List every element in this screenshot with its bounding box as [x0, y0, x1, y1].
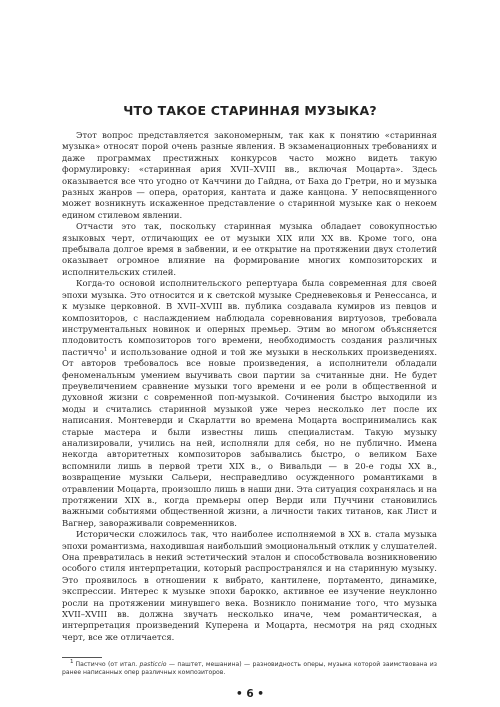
paragraph-1: Этот вопрос представляется закономерным, так как к понятию «старинная музыка» относят порой очень разные явления. В экзаменационных требованиях и даже программах престижных конкурсов часто можно видеть такую формулировку: «старинная ария XVII–XVIII вв., включая Моцарта». Здесь оказывается все что угодно от Каччини до Гайдна, от Баха до Гретри, но и музыка разных жанров — опера, оратория, кантата и даже канцона. У непосвященного может возникнуть искаженное представление о старинной музыке как о некоем едином стилевом явлении.: [62, 130, 437, 220]
footnote-reference: 1: [103, 346, 108, 353]
footnote-term: pasticcio: [139, 661, 167, 668]
paragraph-3: [62, 278, 437, 529]
footnote-divider: [62, 657, 102, 658]
paragraph-3-part-1: Когда-то основой исполнительского репертуара была современная для своей эпохи музыка. Это относится и к светской музыке Средневековья и Ренессанса, и к музыке церковной. В XVII–XVIII вв. публика создавала кумиров из певцов и композиторов, с наслаждением наблюдала соревнования виртуозов, требовала инструментальных новинок и оперных премьер. Этим во многом объясняется плодовитость композиторов того времени, необходимость создания различных пастиччо: [62, 278, 437, 357]
chapter-title: ЧТО ТАКОЕ СТАРИННАЯ МУЗЫКА?: [123, 103, 377, 118]
paragraph-3-part-2: и использование одной и той же музыки в нескольких произведениях. От авторов требовалось все новые произведения, а исполнители обладали феноменальным умением выучивать свои партии за считанные дни. Не будет преувеличением сравнение музыки того времени и ее роли в общественной и духовной жизни с современной поп-музыкой. Сочинения быстро выходили из моды и считались старинной музыкой уже через несколько лет после их написания. Монтеверди и Скарлатти во времена Моцарта воспринимались как старые мастера и были известны лишь специалистам. Такую музыку анализировали, учились на ней, исполняли для себя, но не публично. Имена некогда авторитетных композиторов забывались быстро, о великом Бахе вспомнили лишь в первой трети XIX в., о Вивальди — в 20-е годы XX в., возвращение музыки Сальери, несправедливо осужденного романтиками в отравлении Моцарта, произошло лишь в наши дни. Эта ситуация сохранялась и на протяжении XIX в., когда премьеры опер Верди или Пуччини становились важными событиями общественной жизни, а личности таких титанов, как Лист и Вагнер, завораживали современников.: [62, 346, 437, 528]
footnote-number: 1: [70, 658, 74, 665]
body-text: [62, 130, 437, 643]
paragraph-2: Отчасти это так, поскольку старинная музыка обладает совокупностью языковых черт, отличающих ее от музыки XIX или XX вв. Кроме того, она пребывала долгое время в забвении, и ее открытие на протяжении двух столетий оказывает огромное влияние на формирование многих композиторских и исполнительских стилей.: [62, 221, 437, 277]
paragraph-4: Исторически сложилось так, что наиболее исполняемой в XX в. стала музыка эпохи романтизма, находившая наибольший эмоциональный отклик у слушателей. Она превратилась в некий эстетический эталон и способствовала возникновению особого стиля интерпретации, который распространялся и на старинную музыку. Это проявилось в отношении к вибрато, кантилене, портаменто, динамике, экспрессии. Интерес к музыке эпохи барокко, активное ее изучение неуклонно росли на протяжении минувшего века. Возникло понимание того, что музыка XVII–XVIII вв. должна звучать несколько иначе, чем романтическая, а интерпретация произведений Куперена и Моцарта, несмотря на ряд сходных черт, все же отличается.: [62, 529, 437, 642]
footnote-text-after: — паштет, мешанина) — разновидность оперы, музыка которой заимствована из ранее написанных опер различных композиторов.: [62, 661, 437, 676]
footnote: [62, 658, 437, 677]
footnote-text-before: Пастиччо (от итал.: [75, 661, 140, 668]
page-number: • 6 •: [235, 688, 265, 700]
